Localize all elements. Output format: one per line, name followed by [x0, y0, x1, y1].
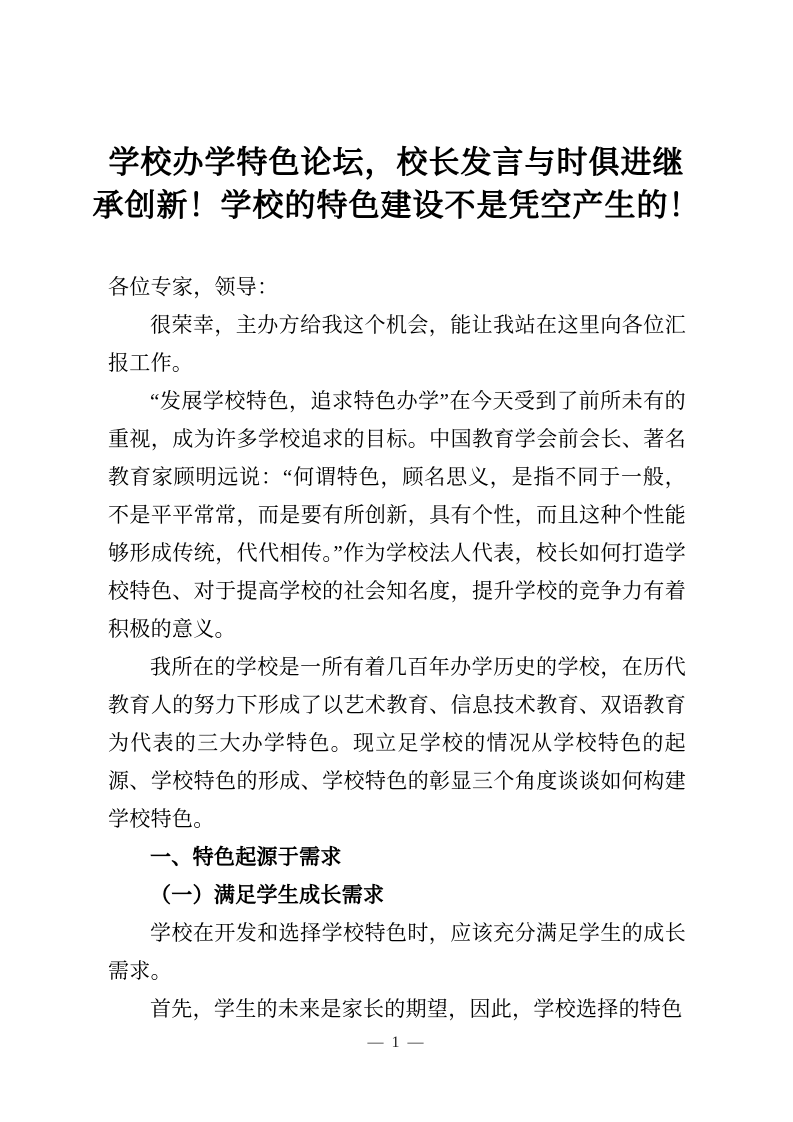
document-body: [108, 268, 686, 1028]
paragraph-student-needs: 学校在开发和选择学校特色时，应该充分满足学生的成长需求。: [108, 921, 686, 983]
paragraph-school-history: 我所在的学校是一所有着几百年办学历史的学校，在历代教育人的努力下形成了以艺术教育、信息技术教育、双语教育为代表的三大办学特色。现立足学校的情况从学校特色的起源、学校特色的形成、学校特色的彰显三个角度谈谈如何构建学校特色。: [108, 655, 686, 831]
document-title: [0, 141, 793, 227]
page-footer: [0, 1032, 793, 1054]
section-heading-1: 一、特色起源于需求: [150, 845, 342, 869]
title-line-1: 学校办学特色论坛，校长发言与时俱进继: [108, 145, 685, 180]
page-number: — 1 —: [367, 1034, 426, 1051]
subsection-heading-1-1: （一）满足学生成长需求: [150, 883, 385, 907]
paragraph-quote-gu-mingyuan: “发展学校特色，追求特色办学”在今天受到了前所未有的重视，成为许多学校追求的目标。中国教育学会前会长、著名教育家顾明远说：“何谓特色，顾名思义，是指不同于一般，不是平平常常，而是要有所创新，具有个性，而且这种个性能够形成传统，代代相传。”作为学校法人代表，校长如何打造学校特色、对于提高学校的社会知名度，提升学校的竞争力有着积极的意义。: [108, 389, 686, 641]
title-line-2: 承创新！学校的特色建设不是凭空产生的！: [92, 188, 701, 223]
paragraph-intro: 很荣幸，主办方给我这个机会，能让我站在这里向各位汇报工作。: [108, 313, 686, 375]
salutation-line: 各位专家，领导：: [108, 275, 279, 299]
paragraph-parent-expectation: 首先，学生的未来是家长的期望，因此，学校选择的特色: [150, 997, 683, 1021]
